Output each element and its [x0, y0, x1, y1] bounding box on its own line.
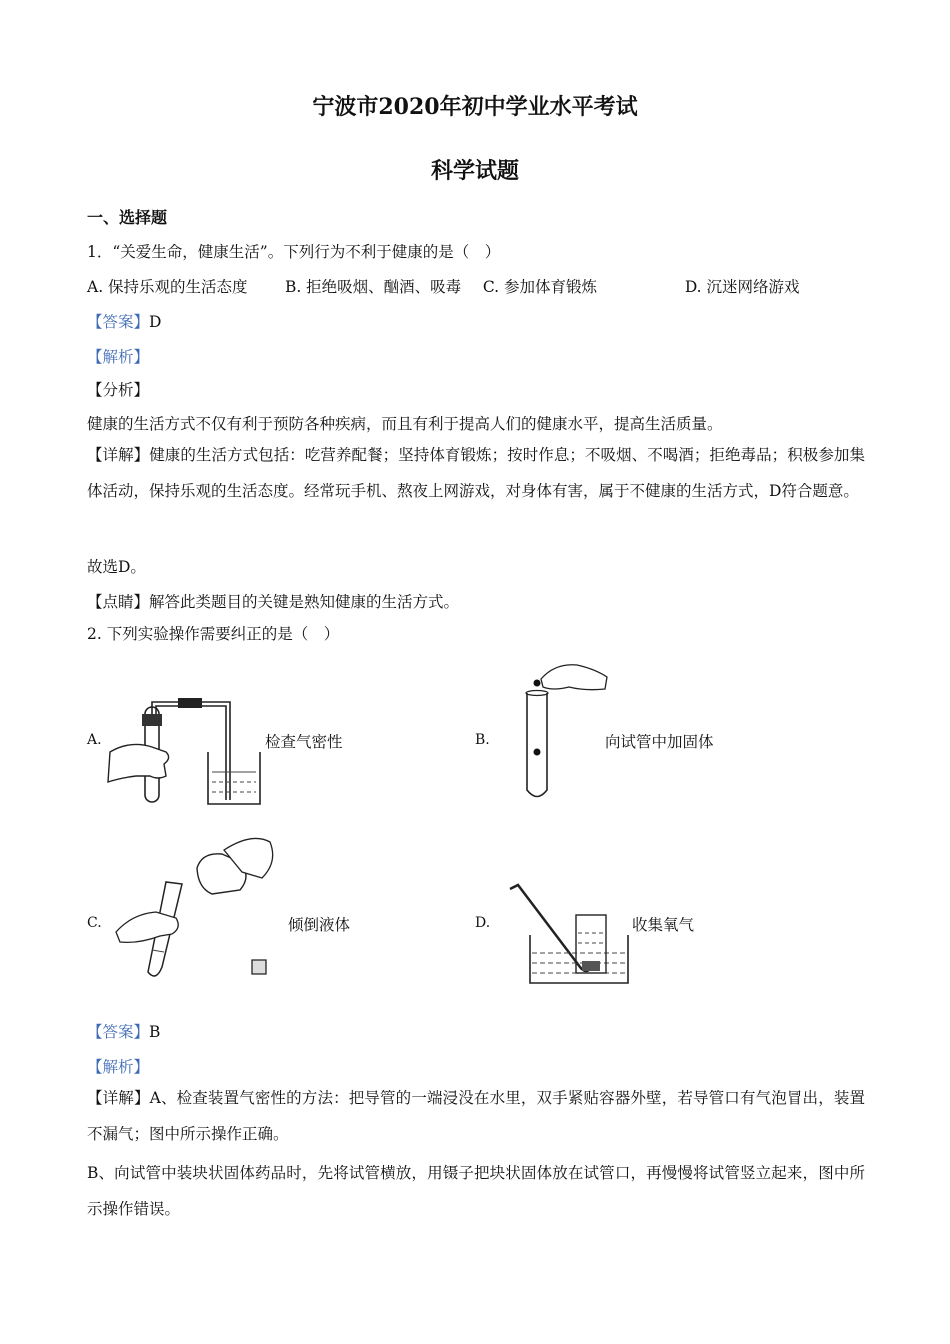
- q1-fenxi-tag: 【分析】: [87, 381, 150, 399]
- answer-value: B: [149, 1023, 161, 1041]
- q2-answer: [87, 1020, 160, 1042]
- answer-tag: 【答案】: [87, 313, 150, 331]
- section-heading: 一、选择题: [87, 208, 168, 227]
- q1-fenxi: 健康的生活方式不仅有利于预防各种疾病，而且有利于提高人们的健康水平，提高生活质量。: [87, 415, 723, 433]
- q2-analysis-tag: 【解析】: [87, 1058, 150, 1076]
- q1-option-b: B. 拒绝吸烟、酗酒、吸毒: [284, 278, 462, 296]
- figure-c-caption: 倾倒液体: [288, 916, 351, 934]
- detail-tag: 【详解】: [87, 1089, 150, 1107]
- q2-detail-b: B、向试管中装块状固体药品时，先将试管横放，用镊子把块状固体放在试管口，再慢慢将试管竖立起来，图中所示操作错误。: [87, 1164, 865, 1218]
- q1-option-a: A. 保持乐观的生活态度: [87, 278, 248, 296]
- figure-b-caption: 向试管中加固体: [605, 733, 714, 751]
- detail-tag: 【详解】: [87, 446, 150, 464]
- q1-answer: [87, 310, 161, 332]
- figure-a-caption: 检查气密性: [265, 733, 343, 751]
- q1-option-d: D. 沉迷网络游戏: [684, 278, 800, 296]
- q1-analysis-tag: 【解析】: [87, 348, 150, 366]
- comment-tag: 【点睛】: [87, 593, 150, 611]
- figure-b-add-solid: [515, 655, 615, 803]
- detail-text: A、检查装置气密性的方法：把导管的一端浸没在水里，双手紧贴容器外壁，若导管口有气泡冒出，装置不漏气；图中所示操作正确。: [87, 1089, 865, 1143]
- q2-stem: 2. 下列实验操作需要纠正的是（ ）: [87, 625, 340, 643]
- figure-d-caption: 收集氧气: [632, 916, 695, 934]
- q1-comment: [87, 590, 459, 612]
- figure-c-label: C.: [87, 915, 102, 931]
- page-subtitle: 科学试题: [430, 158, 519, 184]
- figure-c-pour-liquid: [112, 832, 282, 982]
- q1-conclusion: 故选D。: [87, 558, 146, 576]
- figure-b-label: B.: [475, 732, 490, 748]
- answer-value: D: [149, 313, 162, 331]
- q2-detail-a: [87, 1080, 865, 1152]
- figure-a-label: A.: [87, 732, 102, 748]
- figure-d-label: D.: [475, 915, 491, 931]
- figure-a-airtightness: [100, 692, 265, 807]
- figure-d-collect-oxygen: [500, 875, 630, 987]
- q1-option-c: C. 参加体育锻炼: [482, 278, 598, 296]
- page-title: 宁波市2020年初中学业水平考试: [312, 94, 638, 120]
- q1-options: [87, 275, 800, 297]
- comment-text: 解答此类题目的关键是熟知健康的生活方式。: [149, 593, 460, 611]
- q1-stem: 1．“关爱生命，健康生活”。下列行为不利于健康的是（ ）: [87, 243, 501, 261]
- q1-detail: [87, 437, 865, 509]
- answer-tag: 【答案】: [87, 1023, 150, 1041]
- detail-text: 健康的生活方式包括：吃营养配餐；坚持体育锻炼；按时作息；不吸烟、不喝酒；拒绝毒品；积极参加集体活动，保持乐观的生活态度。经常玩手机、熬夜上网游戏，对身体有害，属于不健康的生活方式，D符合题意。: [87, 446, 865, 500]
